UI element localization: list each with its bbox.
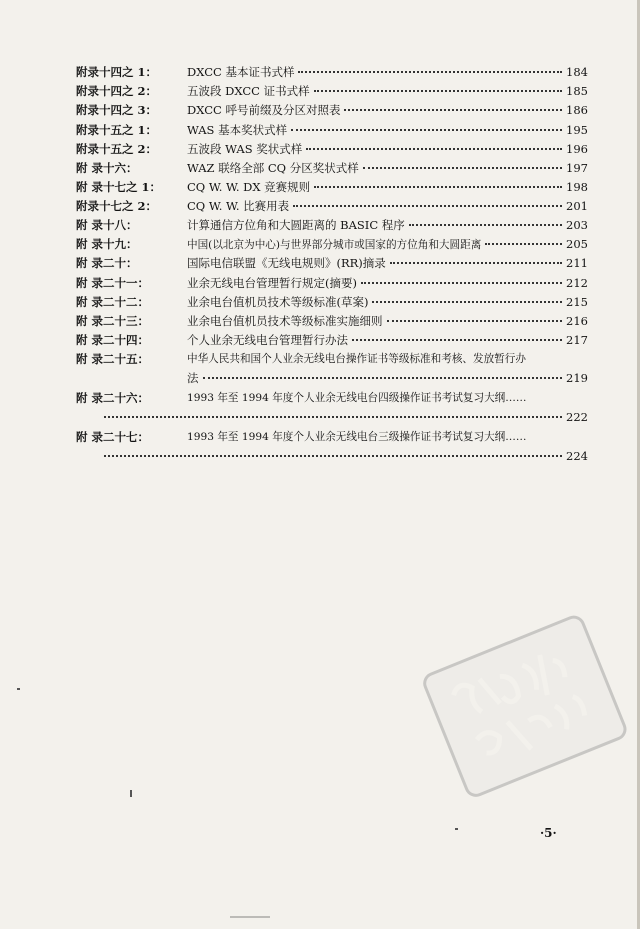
toc-entry-title: DXCC 呼号前缀及分区对照表 (187, 103, 341, 117)
toc-entry-title: 业余电台值机员技术等级标准实施细则 (187, 314, 383, 328)
toc-entry-label: 附 录十六： (76, 161, 138, 175)
toc-entry-title: WAS 基本奖状式样 (187, 123, 288, 137)
toc-entry-label: 附 录二十二： (76, 295, 150, 309)
dot-leader (387, 319, 563, 322)
toc-entry-title: 计算通信方位角和大圆距离的 BASIC 程序 (187, 218, 405, 232)
dot-leader (293, 204, 562, 207)
toc-entry-title: 业余无线电台管理暂行规定(摘要) (187, 276, 357, 290)
toc-entry-page: 198 (566, 180, 588, 194)
toc-entry-label: 附 录二十三： (76, 314, 150, 328)
toc-entry-page: 219 (566, 371, 588, 385)
toc-entry-page: 195 (566, 123, 588, 137)
toc-entry-page: 203 (566, 218, 588, 232)
toc-entry-title: CQ W. W. DX 竞赛规则 (187, 180, 311, 194)
dot-leader (344, 108, 562, 111)
toc-entry-page: 217 (566, 333, 588, 347)
toc-entry-title: 中华人民共和国个人业余无线电台操作证书等级标准和考核、发放暂行办 (187, 353, 526, 365)
scan-speck (455, 828, 458, 830)
dot-leader (203, 376, 563, 379)
dot-leader (409, 223, 562, 226)
page-number: ·5· (540, 826, 557, 840)
dot-leader (372, 300, 562, 303)
toc-entry-title: 业余电台值机员技术等级标准(草案) (187, 295, 369, 309)
scan-speck (230, 916, 270, 918)
toc-entry-title: 国际电信联盟《无线电规则》(RR)摘录 (187, 256, 386, 270)
toc-entry-label: 附 录十八： (76, 218, 138, 232)
toc-entry-label: 附 录二十六： (76, 391, 150, 405)
toc-entry-label: 附录十四之 2： (76, 84, 158, 98)
toc-entry-page: 212 (566, 276, 588, 290)
dot-leader (291, 128, 562, 131)
toc-entry-page: 184 (566, 65, 588, 79)
dot-leader (363, 166, 562, 169)
toc-entry-title: 1993 年至 1994 年度个人业余无线电台四级操作证书考试复习大纲…… (187, 392, 527, 404)
toc-entry-page: 186 (566, 103, 588, 117)
toc-entry-label: 附录十七之 2： (76, 199, 158, 213)
toc-entry-page: 211 (566, 256, 588, 270)
dot-leader (390, 261, 562, 264)
toc-entry-label: 附录十五之 1： (76, 123, 158, 137)
toc-entry-label: 附 录二十一： (76, 276, 150, 290)
toc-entry-label: 附录十四之 1： (76, 65, 158, 79)
dot-leader (298, 70, 562, 73)
dot-leader (314, 185, 562, 188)
toc-entry-page: 224 (566, 449, 588, 463)
dot-leader (104, 415, 562, 418)
library-seal-stamp (418, 610, 628, 805)
toc-entry-page: 201 (566, 199, 588, 213)
toc-entry-title: 五波段 WAS 奖状式样 (187, 142, 303, 156)
toc-entry-title: WAZ 联络全部 CQ 分区奖状式样 (187, 161, 359, 175)
dot-leader (361, 281, 562, 284)
dot-leader (314, 89, 562, 92)
toc-entry-page: 215 (566, 295, 588, 309)
toc-entry-page: 216 (566, 314, 588, 328)
scan-speck (17, 688, 20, 690)
toc-entry-title: 中国(以北京为中心)与世界部分城市或国家的方位角和大圆距离 (187, 239, 482, 251)
toc-entry-page: 222 (566, 410, 588, 424)
dot-leader (485, 242, 562, 245)
toc-entry-title-continued: 法 (187, 371, 199, 385)
dot-leader (352, 338, 562, 341)
toc-entry-title: 个人业余无线电台管理暂行办法 (187, 333, 348, 347)
toc-entry-title: 1993 年至 1994 年度个人业余无线电台三级操作证书考试复习大纲…… (187, 431, 527, 443)
toc-entry-label: 附录十五之 2： (76, 142, 158, 156)
dot-leader (306, 147, 562, 150)
toc-entry-label: 附 录二十四： (76, 333, 150, 347)
toc-entry-label: 附 录二十五： (76, 352, 150, 366)
toc-entry-label: 附 录二十： (76, 256, 138, 270)
toc-entry-label: 附录十四之 3： (76, 103, 158, 117)
toc-entry-page: 185 (566, 84, 588, 98)
toc-entry-page: 196 (566, 142, 588, 156)
toc-entry-label: 附 录二十七： (76, 430, 150, 444)
toc-entry-label: 附 录十九： (76, 237, 138, 251)
toc-entry-title: 五波段 DXCC 证书式样 (187, 84, 310, 98)
toc-entry-title: DXCC 基本证书式样 (187, 65, 295, 79)
dot-leader (104, 454, 562, 457)
toc-entry-page: 205 (566, 237, 588, 251)
toc-entry-title: CQ W. W. 比赛用表 (187, 199, 290, 213)
toc-entry-page: 197 (566, 161, 588, 175)
stamp-text: PDG (583, 745, 618, 772)
scan-speck (130, 790, 132, 797)
toc-entry-label: 附 录十七之 1： (76, 180, 162, 194)
